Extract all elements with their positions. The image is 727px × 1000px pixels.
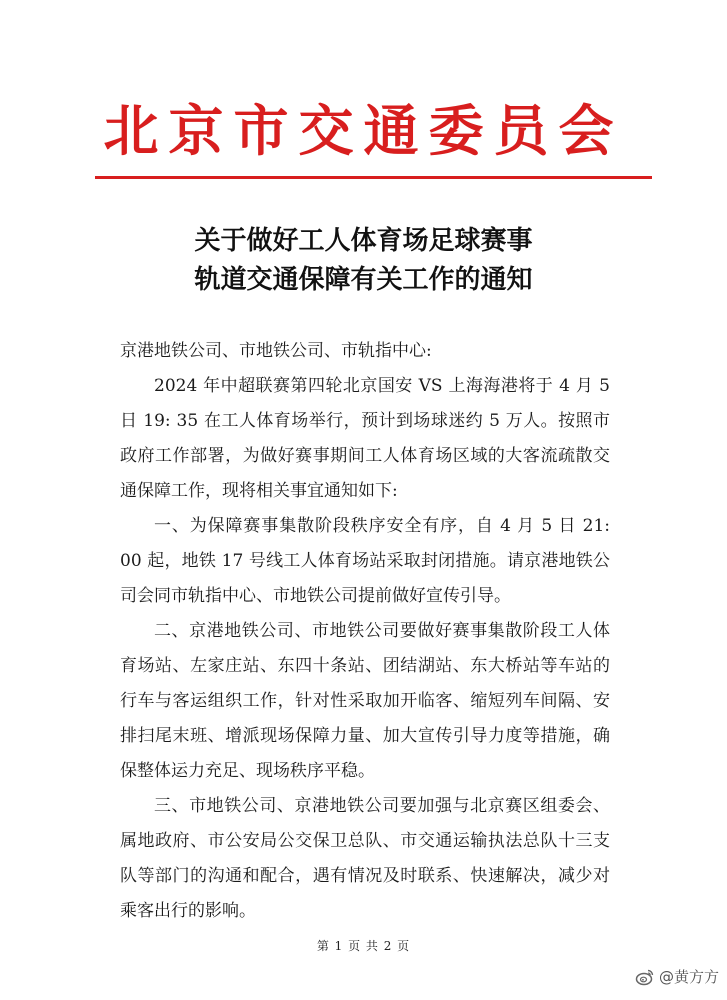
weibo-icon — [635, 967, 655, 987]
notice-title-line-1: 关于做好工人体育场足球赛事 — [194, 226, 533, 256]
paragraph-item-3: 三、市地铁公司、京港地铁公司要加强与北京赛区组委会、属地政府、市公安局公交保卫总队、市交通运输执法总队十三支队等部门的沟通和配合，遇有情况及时联系、快速解决，减少对乘客出行的影响。 — [120, 796, 610, 921]
paragraph-item-2: 二、京港地铁公司、市地铁公司要做好赛事集散阶段工人体育场站、左家庄站、东四十条站、团结湖站、东大桥站等车站的行车与客运组织工作，针对性采取加开临客、缩短列车间隔、安排扫尾末班、增派现场保障力量、加大宣传引导力度等措施，确保整体运力充足、现场秩序平稳。 — [120, 621, 610, 781]
watermark-text: @黄方方 — [658, 968, 719, 986]
notice-title-line-2: 轨道交通保障有关工作的通知 — [194, 265, 533, 295]
paragraph-intro: 2024 年中超联赛第四轮北京国安 VS 上海海港将于 4 月 5 日 19: 35 在工人体育场举行，预计到场球迷约 5 万人。按照市政府工作部署，为做好赛事期间工人体育场区域的大客流疏散交通保障工作，现将相关事宜通知如下: — [120, 376, 610, 501]
paragraph-item-1: 一、为保障赛事集散阶段秩序安全有序，自 4 月 5 日 21: 00 起，地铁 17 号线工人体育场站采取封闭措施。请京港地铁公司会同市轨指中心、市地铁公司提前做好宣传引导。 — [120, 516, 610, 606]
notice-body — [120, 334, 610, 929]
letterhead-divider — [95, 176, 652, 179]
weibo-watermark — [635, 966, 719, 987]
addressee: 京港地铁公司、市地铁公司、市轨指中心: — [120, 341, 432, 361]
org-letterhead: 北京市交通委员会 — [103, 98, 624, 163]
page-number: 第 1 页 共 2 页 — [316, 939, 411, 953]
